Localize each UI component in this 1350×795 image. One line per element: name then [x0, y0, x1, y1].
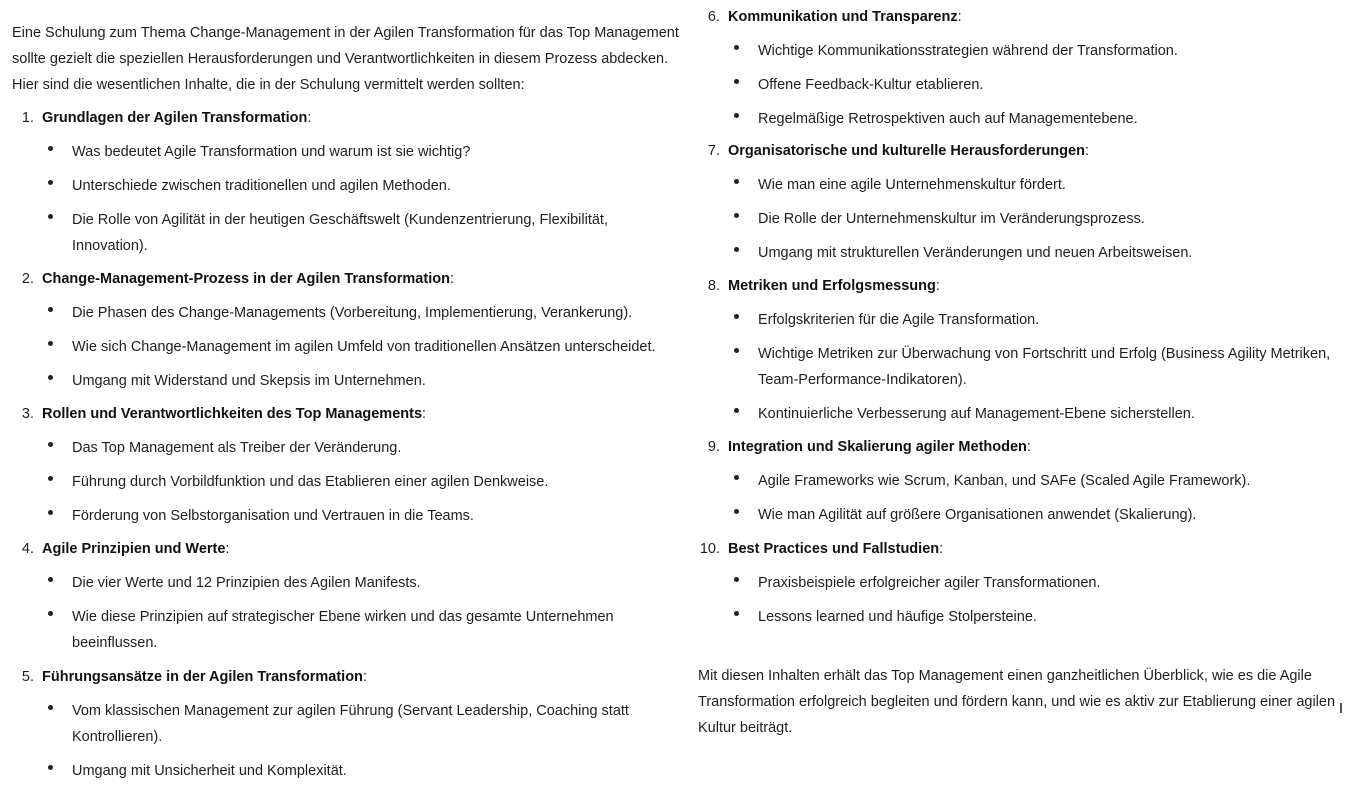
list-item	[698, 464, 1343, 498]
list-item-text: Umgang mit strukturellen Veränderungen und neuen Arbeitsweisen.	[758, 245, 1193, 261]
list-item	[12, 499, 682, 533]
colon: :	[362, 669, 367, 685]
bullet-icon	[48, 442, 53, 447]
list-item-text: Förderung von Selbstorganisation und Vertrauen in die Teams.	[72, 508, 474, 524]
list-item	[698, 236, 1343, 270]
list-item-text: Agile Frameworks wie Scrum, Kanban, und SAFe (Scaled Agile Framework).	[758, 473, 1251, 489]
section-title: Change-Management-Prozess in der Agilen Transformation	[42, 271, 450, 287]
section-3	[12, 397, 682, 533]
section-heading	[698, 0, 1343, 34]
list-item	[698, 168, 1343, 202]
bullet-icon	[734, 113, 739, 118]
section-10	[698, 532, 1343, 634]
section-number: 4.	[21, 541, 34, 557]
list-item	[12, 203, 682, 263]
outro-paragraph: Mit diesen Inhalten erhält das Top Management einen ganzheitlichen Überblick, wie es die Agile Transformation erfolgreich begleiten und fördern kann, und wie es aktiv zur Etablierung einer agilen Kultur beiträgt.	[698, 667, 1336, 736]
list-item-text: Umgang mit Unsicherheit und Komplexität.	[72, 763, 347, 779]
section-heading	[698, 532, 1343, 566]
list-item	[698, 337, 1343, 397]
section-title: Best Practices und Fallstudien	[728, 541, 940, 557]
list-item-text: Regelmäßige Retrospektiven auch auf Managementebene.	[758, 111, 1138, 127]
bullet-icon	[48, 611, 53, 616]
list-item-text: Die Phasen des Change-Managements (Vorbereitung, Implementierung, Verankerung).	[72, 305, 633, 321]
bullet-icon	[48, 146, 53, 151]
list-item	[12, 694, 682, 754]
bullet-icon	[48, 214, 53, 219]
bullet-icon	[734, 577, 739, 582]
list-item	[698, 102, 1343, 136]
section-7	[698, 134, 1343, 270]
list-item-text: Die Rolle von Agilität in der heutigen Geschäftswelt (Kundenzentrierung, Flexibilität, Innovation).	[72, 212, 608, 254]
list-item-text: Praxisbeispiele erfolgreicher agiler Transformationen.	[758, 575, 1101, 591]
section-6	[698, 0, 1343, 136]
section-heading	[698, 269, 1343, 303]
colon: :	[939, 541, 944, 557]
section-9	[698, 430, 1343, 532]
section-4	[12, 532, 682, 660]
section-number: 10.	[699, 541, 720, 557]
section-title: Agile Prinzipien und Werte	[42, 541, 226, 557]
bullet-icon	[48, 705, 53, 710]
list-item	[12, 754, 682, 788]
list-item-text: Wie man Agilität auf größere Organisationen anwendet (Skalierung).	[758, 507, 1197, 523]
list-item	[12, 330, 682, 364]
bullet-icon	[734, 314, 739, 319]
list-item	[698, 34, 1343, 68]
list-item-text: Umgang mit Widerstand und Skepsis im Unternehmen.	[72, 373, 426, 389]
colon: :	[225, 541, 230, 557]
list-item	[698, 303, 1343, 337]
section-heading	[12, 532, 682, 566]
section-title: Kommunikation und Transparenz	[728, 9, 958, 25]
bullet-icon	[734, 79, 739, 84]
list-item	[698, 566, 1343, 600]
bullet-icon	[734, 611, 739, 616]
colon: :	[449, 271, 454, 287]
list-item	[698, 600, 1343, 634]
section-number: 2.	[21, 271, 34, 287]
text-cursor	[1340, 703, 1342, 713]
section-heading	[12, 397, 682, 431]
list-item-text: Wichtige Metriken zur Überwachung von Fortschritt und Erfolg (Business Agility Metriken, Team-Performance-Indikatoren).	[758, 346, 1331, 388]
list-item-text: Kontinuierliche Verbesserung auf Management-Ebene sicherstellen.	[758, 406, 1195, 422]
section-heading	[12, 101, 682, 135]
list-item	[12, 431, 682, 465]
list-item-text: Das Top Management als Treiber der Veränderung.	[72, 440, 402, 456]
colon: :	[935, 278, 940, 294]
list-item	[12, 566, 682, 600]
list-item-text: Die vier Werte und 12 Prinzipien des Agilen Manifests.	[72, 575, 421, 591]
bullet-icon	[734, 45, 739, 50]
list-item	[12, 364, 682, 398]
list-item	[12, 296, 682, 330]
section-1	[12, 101, 682, 263]
bullet-icon	[734, 475, 739, 480]
list-item-text: Wichtige Kommunikationsstrategien während der Transformation.	[758, 43, 1178, 59]
section-number: 6.	[707, 9, 720, 25]
bullet-icon	[48, 375, 53, 380]
list-item	[12, 135, 682, 169]
list-item	[12, 600, 682, 660]
bullet-icon	[734, 179, 739, 184]
bullet-icon	[734, 509, 739, 514]
section-2	[12, 262, 682, 398]
list-item-text: Wie man eine agile Unternehmenskultur fördert.	[758, 177, 1066, 193]
bullet-icon	[734, 408, 739, 413]
colon: :	[422, 406, 427, 422]
list-item-text: Wie sich Change-Management im agilen Umfeld von traditionellen Ansätzen unterscheidet.	[72, 339, 656, 355]
list-item-text: Lessons learned und häufige Stolpersteine.	[758, 609, 1037, 625]
section-8	[698, 269, 1343, 431]
section-title: Organisatorische und kulturelle Herausforderungen	[728, 143, 1085, 159]
list-item-text: Erfolgskriterien für die Agile Transformation.	[758, 312, 1040, 328]
section-number: 1.	[21, 110, 34, 126]
intro-paragraph: Eine Schulung zum Thema Change-Management in der Agilen Transformation für das Top Management sollte gezielt die speziellen Herausforderungen und Verantwortlichkeiten in diesem Prozess abdecken. Hier sind die wesentlichen Inhalte, die in der Schulung vermittelt werden sollten:	[12, 25, 679, 93]
section-title: Rollen und Verantwortlichkeiten des Top Managements	[42, 406, 423, 422]
colon: :	[307, 110, 312, 126]
bullet-icon	[48, 765, 53, 770]
colon: :	[1084, 143, 1089, 159]
list-item-text: Was bedeutet Agile Transformation und warum ist sie wichtig?	[72, 144, 471, 160]
bullet-icon	[734, 213, 739, 218]
section-number: 9.	[707, 439, 720, 455]
section-heading	[698, 430, 1343, 464]
list-item-text: Die Rolle der Unternehmenskultur im Veränderungsprozess.	[758, 211, 1145, 227]
bullet-icon	[48, 577, 53, 582]
list-item	[698, 202, 1343, 236]
bullet-icon	[734, 348, 739, 353]
list-item	[698, 68, 1343, 102]
section-number: 7.	[707, 143, 720, 159]
bullet-icon	[48, 180, 53, 185]
bullet-icon	[48, 510, 53, 515]
list-item-text: Unterschiede zwischen traditionellen und agilen Methoden.	[72, 178, 451, 194]
list-item	[12, 465, 682, 499]
bullet-icon	[734, 247, 739, 252]
colon: :	[957, 9, 962, 25]
list-item	[12, 169, 682, 203]
bullet-icon	[48, 341, 53, 346]
section-heading	[698, 134, 1343, 168]
list-item	[698, 498, 1343, 532]
section-heading	[12, 262, 682, 296]
section-number: 8.	[707, 278, 720, 294]
bullet-icon	[48, 307, 53, 312]
list-item	[698, 397, 1343, 431]
bullet-icon	[48, 476, 53, 481]
colon: :	[1026, 439, 1031, 455]
list-item-text: Wie diese Prinzipien auf strategischer Ebene wirken und das gesamte Unternehmen beeinflussen.	[72, 609, 614, 651]
section-title: Metriken und Erfolgsmessung	[728, 278, 936, 294]
list-item-text: Offene Feedback-Kultur etablieren.	[758, 77, 984, 93]
section-heading	[12, 660, 682, 694]
list-item-text: Führung durch Vorbildfunktion und das Etablieren einer agilen Denkweise.	[72, 474, 549, 490]
section-title: Grundlagen der Agilen Transformation	[42, 110, 308, 126]
section-5	[12, 660, 682, 788]
list-item-text: Vom klassischen Management zur agilen Führung (Servant Leadership, Coaching statt Kontrollieren).	[72, 703, 629, 745]
section-title: Integration und Skalierung agiler Methoden	[728, 439, 1027, 455]
section-number: 3.	[21, 406, 34, 422]
section-title: Führungsansätze in der Agilen Transformation	[42, 669, 363, 685]
section-number: 5.	[21, 669, 34, 685]
